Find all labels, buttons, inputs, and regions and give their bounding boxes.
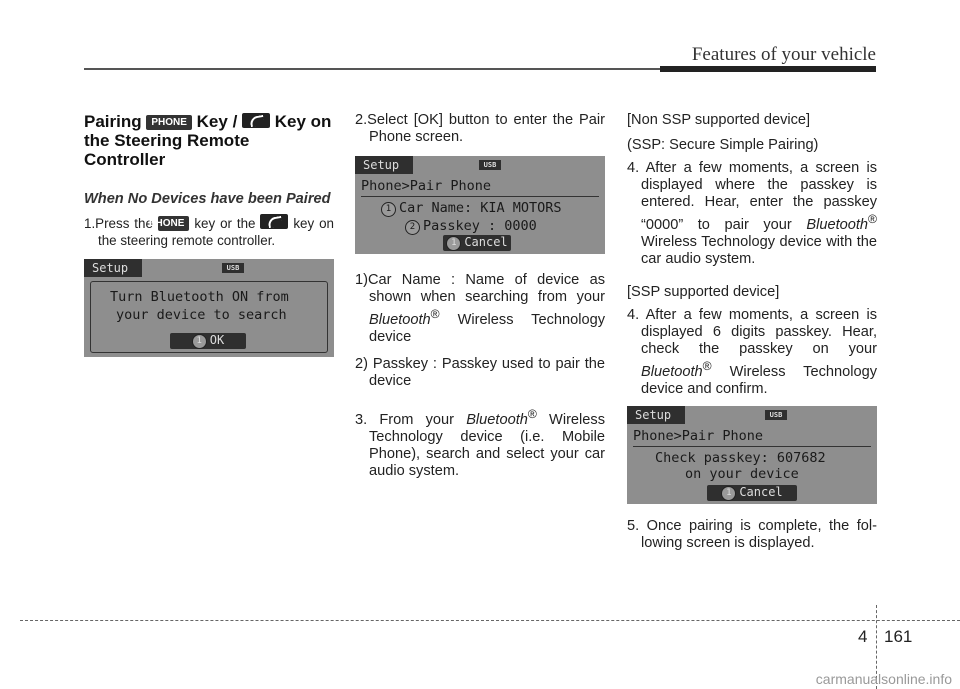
step-4-ssp: 4. After a few moments, a screen is displayed 6 digits passkey. Hear, check the passkey on your Bluetooth® Wireless Technology device and confirm.: [627, 306, 877, 397]
screen-line-1: Turn Bluetooth ON from: [110, 289, 289, 305]
screen-title: Phone>Pair Phone: [633, 427, 764, 444]
screen-pair-phone: [355, 156, 605, 254]
footer-dash-line: [20, 620, 960, 621]
column-2: [355, 112, 605, 490]
phone-key-badge: PHONE: [146, 115, 192, 130]
screen-divider: [633, 446, 871, 447]
phone-key-badge-inline: PHONE: [158, 216, 190, 231]
step-2: 2.Select [OK] button to enter the Pair Phone screen.: [355, 112, 605, 145]
header-rule-accent: [660, 66, 876, 72]
note-2: 2) Passkey : Passkey used to pair the device: [355, 355, 605, 389]
screen-line-1: 1 Car Name: KIA MOTORS: [381, 200, 562, 217]
step-1: 1.Press the PHONE key or the key on the steering remote controller.: [84, 216, 334, 248]
column-1: [84, 112, 334, 357]
ssp-definition: (SSP: Secure Simple Pairing): [627, 137, 819, 153]
ok-button[interactable]: 1 OK: [170, 333, 246, 349]
button-number: 1: [192, 334, 207, 349]
chapter-number: 4: [858, 627, 868, 646]
screen-line-2: your device to search: [116, 307, 287, 323]
screen-line-1: Check passkey: 607682: [655, 449, 826, 466]
usb-icon: USB: [765, 410, 787, 420]
page-number: 161: [884, 627, 913, 646]
column-3: [627, 112, 877, 562]
screen-line-2: on your device: [685, 465, 799, 482]
cancel-button[interactable]: 1 Cancel: [443, 235, 511, 251]
screen-tab: Setup: [84, 259, 142, 277]
screen-divider: [361, 196, 599, 197]
screen-bluetooth-on: [84, 259, 334, 357]
non-ssp-heading: [Non SSP supported device]: [627, 112, 811, 128]
call-key-icon: [242, 113, 270, 128]
note-1: 1)Car Name : Name of device as shown when searching from your Bluetooth® Wireless Technology device: [355, 272, 605, 345]
section-heading: Pairing PHONE Key / Key on the Steering Remote Controller: [84, 112, 332, 169]
watermark: carmanualsonline.info: [815, 671, 952, 687]
usb-icon: USB: [479, 160, 501, 170]
call-key-icon-inline: [260, 214, 288, 229]
ssp-heading: [SSP supported device]: [627, 283, 780, 300]
step-5: 5. Once pairing is complete, the fol- lowing screen is displayed.: [627, 517, 877, 551]
step-4-non-ssp: 4. After a few moments, a screen is displayed where the passkey is entered. Hear, enter the passkey “0000” to pair your Bluetooth® Wireless Technology device with the car audio system.: [627, 160, 877, 267]
screen-tab: Setup: [627, 406, 685, 424]
header-title: Features of your vehicle: [691, 44, 876, 65]
screen-check-passkey: [627, 406, 877, 504]
screen-title: Phone>Pair Phone: [361, 178, 492, 194]
subheading: When No Devices have been Paired: [84, 191, 331, 207]
screen-tab: Setup: [355, 156, 413, 174]
usb-icon: USB: [222, 263, 244, 273]
screen-line-2: 2 Passkey : 0000: [405, 218, 537, 235]
cancel-button[interactable]: 1 Cancel: [707, 485, 797, 501]
step-3: 3. From your Bluetooth® Wireless Technology device (i.e. Mobile Phone), search and select your car audio system.: [355, 406, 605, 479]
